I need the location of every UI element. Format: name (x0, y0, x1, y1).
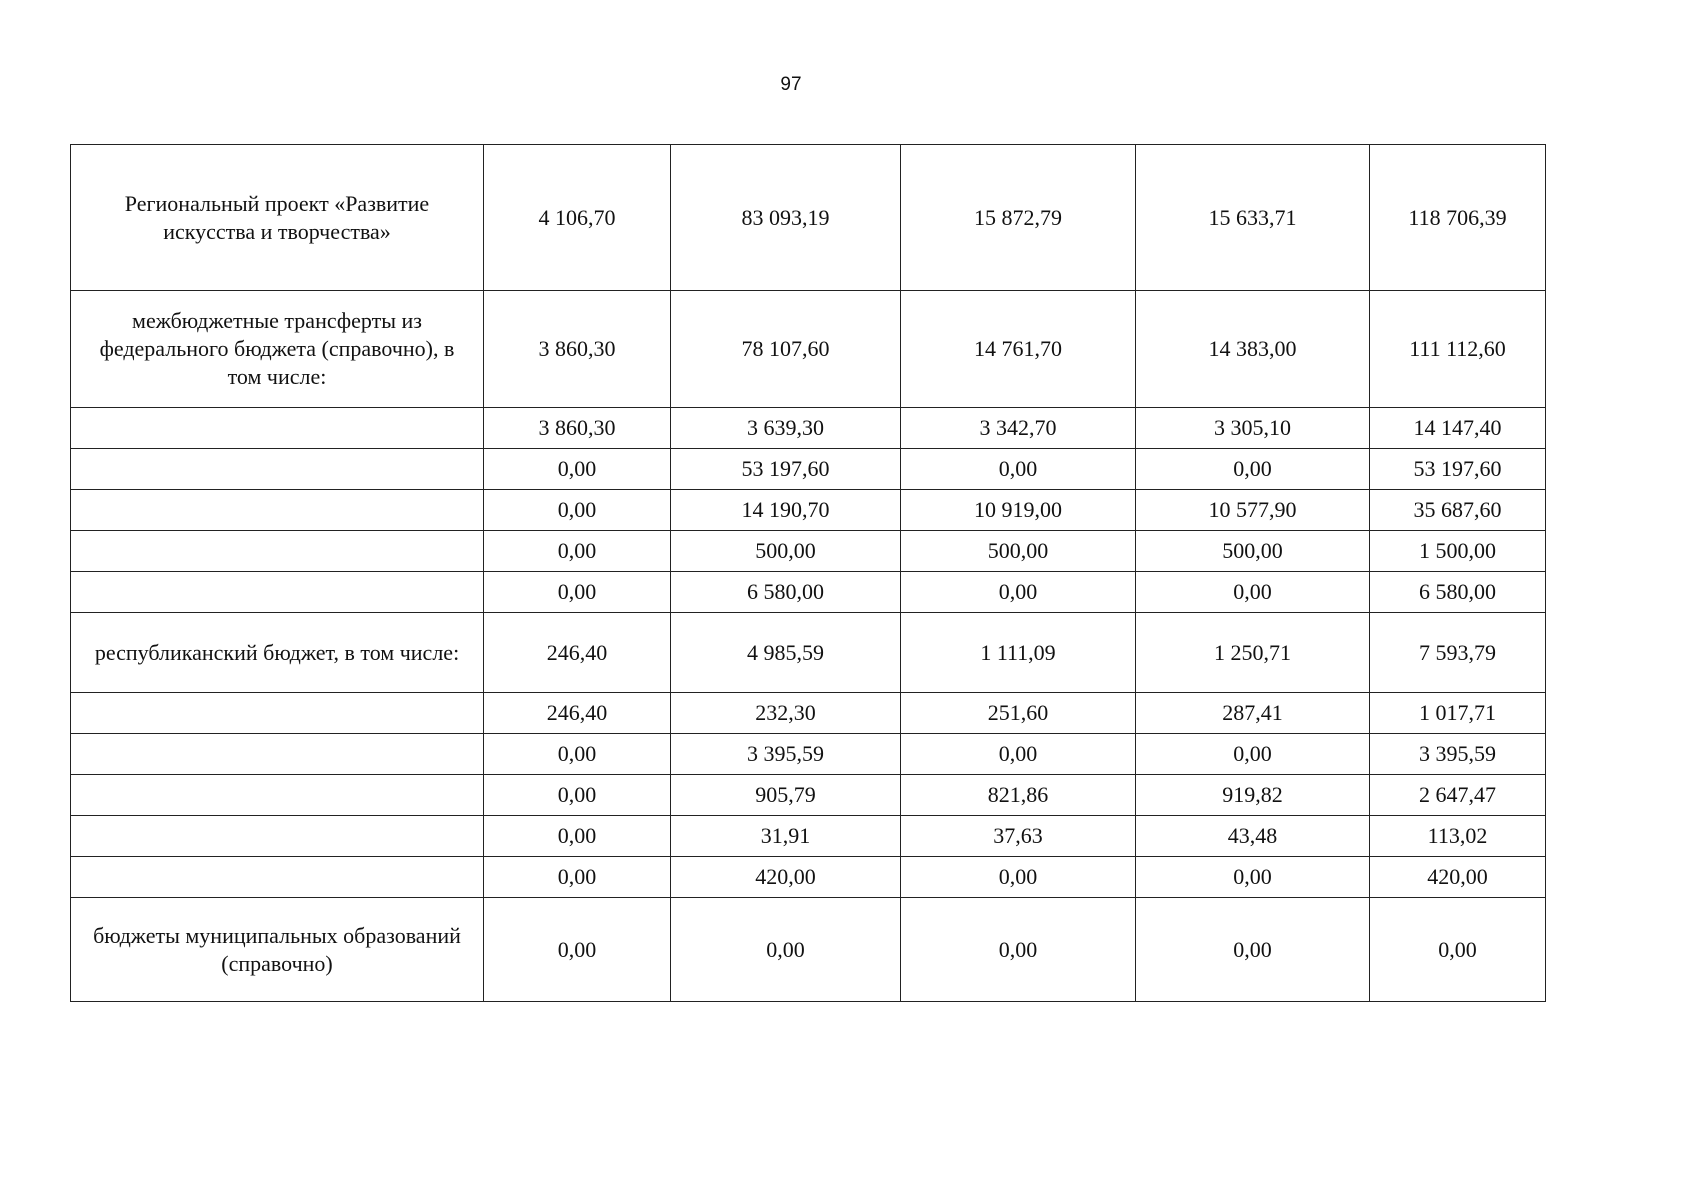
value-cell: 6 580,00 (1370, 572, 1546, 613)
value-cell: 53 197,60 (671, 449, 901, 490)
value-cell: 420,00 (671, 857, 901, 898)
value-cell: 0,00 (1136, 898, 1370, 1002)
value-cell: 14 147,40 (1370, 408, 1546, 449)
value-cell: 35 687,60 (1370, 490, 1546, 531)
row-label-cell (71, 531, 484, 572)
value-cell: 3 639,30 (671, 408, 901, 449)
row-label-cell (71, 816, 484, 857)
value-cell: 4 985,59 (671, 613, 901, 693)
value-cell: 0,00 (1136, 572, 1370, 613)
row-label-cell: Региональный проект «Развитие искусства и творчества» (71, 145, 484, 291)
value-cell: 0,00 (901, 857, 1136, 898)
row-label-cell: республиканский бюджет, в том числе: (71, 613, 484, 693)
value-cell: 14 383,00 (1136, 291, 1370, 408)
value-cell: 0,00 (484, 449, 671, 490)
value-cell: 3 860,30 (484, 408, 671, 449)
value-cell: 0,00 (484, 734, 671, 775)
value-cell: 113,02 (1370, 816, 1546, 857)
value-cell: 3 860,30 (484, 291, 671, 408)
value-cell: 0,00 (484, 572, 671, 613)
table-row (71, 734, 1546, 775)
value-cell: 7 593,79 (1370, 613, 1546, 693)
value-cell: 500,00 (901, 531, 1136, 572)
row-label-cell (71, 775, 484, 816)
budget-table-body (71, 145, 1546, 1002)
value-cell: 0,00 (901, 734, 1136, 775)
value-cell: 3 342,70 (901, 408, 1136, 449)
value-cell: 0,00 (484, 490, 671, 531)
value-cell: 10 919,00 (901, 490, 1136, 531)
table-row (71, 857, 1546, 898)
value-cell: 0,00 (484, 531, 671, 572)
table-row (71, 291, 1546, 408)
page-number: 97 (780, 74, 802, 95)
row-label-cell: бюджеты муниципальных образований (справочно) (71, 898, 484, 1002)
value-cell: 3 395,59 (671, 734, 901, 775)
value-cell: 0,00 (901, 449, 1136, 490)
value-cell: 111 112,60 (1370, 291, 1546, 408)
value-cell: 15 872,79 (901, 145, 1136, 291)
value-cell: 2 647,47 (1370, 775, 1546, 816)
value-cell: 83 093,19 (671, 145, 901, 291)
value-cell: 0,00 (1370, 898, 1546, 1002)
value-cell: 10 577,90 (1136, 490, 1370, 531)
value-cell: 500,00 (1136, 531, 1370, 572)
value-cell: 1 111,09 (901, 613, 1136, 693)
value-cell: 14 190,70 (671, 490, 901, 531)
value-cell: 500,00 (671, 531, 901, 572)
value-cell: 31,91 (671, 816, 901, 857)
value-cell: 0,00 (901, 572, 1136, 613)
table-row (71, 898, 1546, 1002)
table-row (71, 775, 1546, 816)
row-label-cell (71, 408, 484, 449)
value-cell: 1 250,71 (1136, 613, 1370, 693)
row-label-cell (71, 449, 484, 490)
value-cell: 246,40 (484, 613, 671, 693)
value-cell: 0,00 (484, 816, 671, 857)
value-cell: 919,82 (1136, 775, 1370, 816)
value-cell: 0,00 (1136, 449, 1370, 490)
budget-table (70, 144, 1546, 1002)
value-cell: 118 706,39 (1370, 145, 1546, 291)
value-cell: 53 197,60 (1370, 449, 1546, 490)
value-cell: 0,00 (671, 898, 901, 1002)
table-row (71, 531, 1546, 572)
value-cell: 4 106,70 (484, 145, 671, 291)
table-row (71, 145, 1546, 291)
value-cell: 246,40 (484, 693, 671, 734)
value-cell: 821,86 (901, 775, 1136, 816)
value-cell: 14 761,70 (901, 291, 1136, 408)
value-cell: 1 500,00 (1370, 531, 1546, 572)
table-row (71, 572, 1546, 613)
row-label-cell (71, 734, 484, 775)
value-cell: 232,30 (671, 693, 901, 734)
row-label-cell (71, 490, 484, 531)
value-cell: 420,00 (1370, 857, 1546, 898)
value-cell: 15 633,71 (1136, 145, 1370, 291)
table-row (71, 816, 1546, 857)
value-cell: 0,00 (484, 898, 671, 1002)
value-cell: 43,48 (1136, 816, 1370, 857)
value-cell: 3 395,59 (1370, 734, 1546, 775)
value-cell: 0,00 (1136, 734, 1370, 775)
value-cell: 6 580,00 (671, 572, 901, 613)
value-cell: 78 107,60 (671, 291, 901, 408)
value-cell: 0,00 (1136, 857, 1370, 898)
table-row (71, 408, 1546, 449)
value-cell: 287,41 (1136, 693, 1370, 734)
row-label-cell (71, 693, 484, 734)
table-row (71, 693, 1546, 734)
value-cell: 0,00 (484, 775, 671, 816)
value-cell: 0,00 (484, 857, 671, 898)
row-label-cell (71, 572, 484, 613)
value-cell: 3 305,10 (1136, 408, 1370, 449)
value-cell: 905,79 (671, 775, 901, 816)
value-cell: 0,00 (901, 898, 1136, 1002)
row-label-cell: межбюджетные трансферты из федерального бюджета (справочно), в том числе: (71, 291, 484, 408)
value-cell: 37,63 (901, 816, 1136, 857)
row-label-cell (71, 857, 484, 898)
table-row (71, 613, 1546, 693)
table-row (71, 449, 1546, 490)
value-cell: 1 017,71 (1370, 693, 1546, 734)
value-cell: 251,60 (901, 693, 1136, 734)
table-row (71, 490, 1546, 531)
